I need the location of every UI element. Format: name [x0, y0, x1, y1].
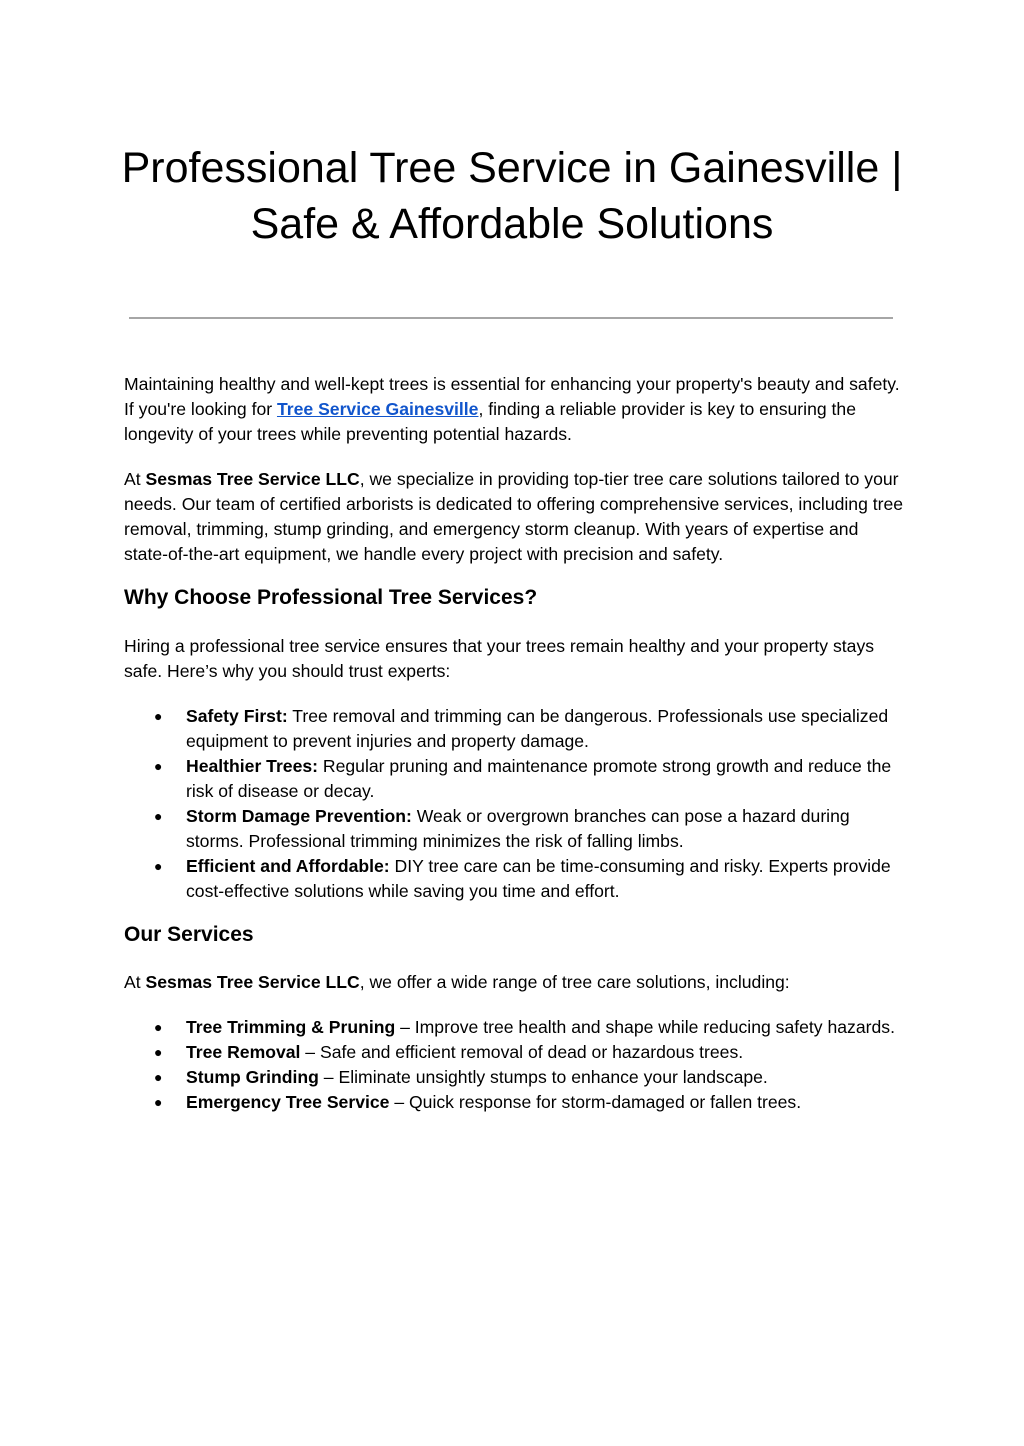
- list-item: [124, 754, 906, 804]
- service-term: Emergency Tree Service: [186, 1092, 390, 1112]
- page-title: Professional Tree Service in Gainesville | Safe & Affordable Solutions: [121, 144, 903, 248]
- services-list: [124, 1015, 906, 1115]
- service-text: – Improve tree health and shape while reducing safety hazards.: [395, 1017, 895, 1037]
- benefit-term: Storm Damage Prevention:: [186, 806, 412, 826]
- benefit-term: Healthier Trees:: [186, 756, 319, 776]
- bullet-icon: ●: [154, 858, 163, 874]
- benefits-list: [124, 704, 906, 904]
- service-term: Stump Grinding: [186, 1067, 319, 1087]
- service-text: – Safe and efficient removal of dead or hazardous trees.: [300, 1042, 744, 1062]
- services-intro-prefix: At: [124, 972, 146, 992]
- service-term: Tree Removal: [186, 1042, 301, 1062]
- benefit-text: Regular pruning and maintenance promote strong growth and reduce the risk of disease or decay.: [186, 756, 892, 801]
- why-paragraph: Hiring a professional tree service ensures that your trees remain healthy and your property stays safe. Here’s why you should trust experts:: [124, 636, 875, 681]
- tree-service-gainesville-link[interactable]: Tree Service Gainesville: [276, 399, 479, 419]
- bullet-icon: ●: [154, 1019, 163, 1035]
- service-term: Tree Trimming & Pruning: [186, 1017, 396, 1037]
- bullet-icon: ●: [154, 1069, 163, 1085]
- bullet-icon: ●: [154, 758, 163, 774]
- service-text: – Quick response for storm-damaged or fallen trees.: [389, 1092, 802, 1112]
- services-intro: [124, 970, 906, 995]
- bullet-icon: ●: [154, 1044, 163, 1060]
- list-item: [124, 804, 906, 854]
- horizontal-divider: [129, 317, 893, 319]
- bullet-icon: ●: [154, 1094, 163, 1110]
- document-body: [124, 372, 906, 1115]
- intro-paragraph-2: [124, 467, 906, 567]
- our-services-heading: Our Services: [124, 923, 254, 946]
- list-item: [124, 854, 906, 904]
- list-item: [124, 1040, 906, 1065]
- benefit-term: Safety First:: [186, 706, 288, 726]
- list-item: [124, 704, 906, 754]
- list-item: [124, 1065, 906, 1090]
- list-item: [124, 1015, 906, 1040]
- intro-paragraph-1: [124, 372, 906, 447]
- company-name: Sesmas Tree Service LLC: [145, 972, 360, 992]
- benefit-term: Efficient and Affordable:: [186, 856, 390, 876]
- bullet-icon: ●: [154, 808, 163, 824]
- bullet-icon: ●: [154, 708, 163, 724]
- why-choose-heading: Why Choose Professional Tree Services?: [124, 586, 538, 609]
- intro-2-text: , we specialize in providing top-tier tree care solutions tailored to your needs. Our team of certified arborists is dedicated to offering comprehensive services, including tree removal, trimming, stump grinding, and emergency storm cleanup. With years of expertise and state-of-the-art equipment, we handle every project with precision and safety.: [124, 469, 904, 564]
- benefit-text: Tree removal and trimming can be dangerous. Professionals use specialized equipment to prevent injuries and property damage.: [186, 706, 889, 751]
- intro-text-after-link: , finding a reliable provider is key to ensuring the longevity of your trees while preventing potential hazards.: [124, 399, 856, 444]
- company-name: Sesmas Tree Service LLC: [145, 469, 360, 489]
- service-text: – Eliminate unsightly stumps to enhance your landscape.: [318, 1067, 768, 1087]
- intro-2-prefix: At: [124, 469, 146, 489]
- intro-text-before-link: Maintaining healthy and well-kept trees is essential for enhancing your property's beauty and safety. If you're looking for: [124, 374, 900, 419]
- list-item: [124, 1090, 906, 1115]
- benefit-text: Weak or overgrown branches can pose a hazard during storms. Professional trimming minimizes the risk of falling limbs.: [186, 806, 850, 851]
- services-intro-text: , we offer a wide range of tree care solutions, including:: [359, 972, 790, 992]
- benefit-text: DIY tree care can be time-consuming and risky. Experts provide cost-effective solutions while saving you time and effort.: [186, 856, 891, 901]
